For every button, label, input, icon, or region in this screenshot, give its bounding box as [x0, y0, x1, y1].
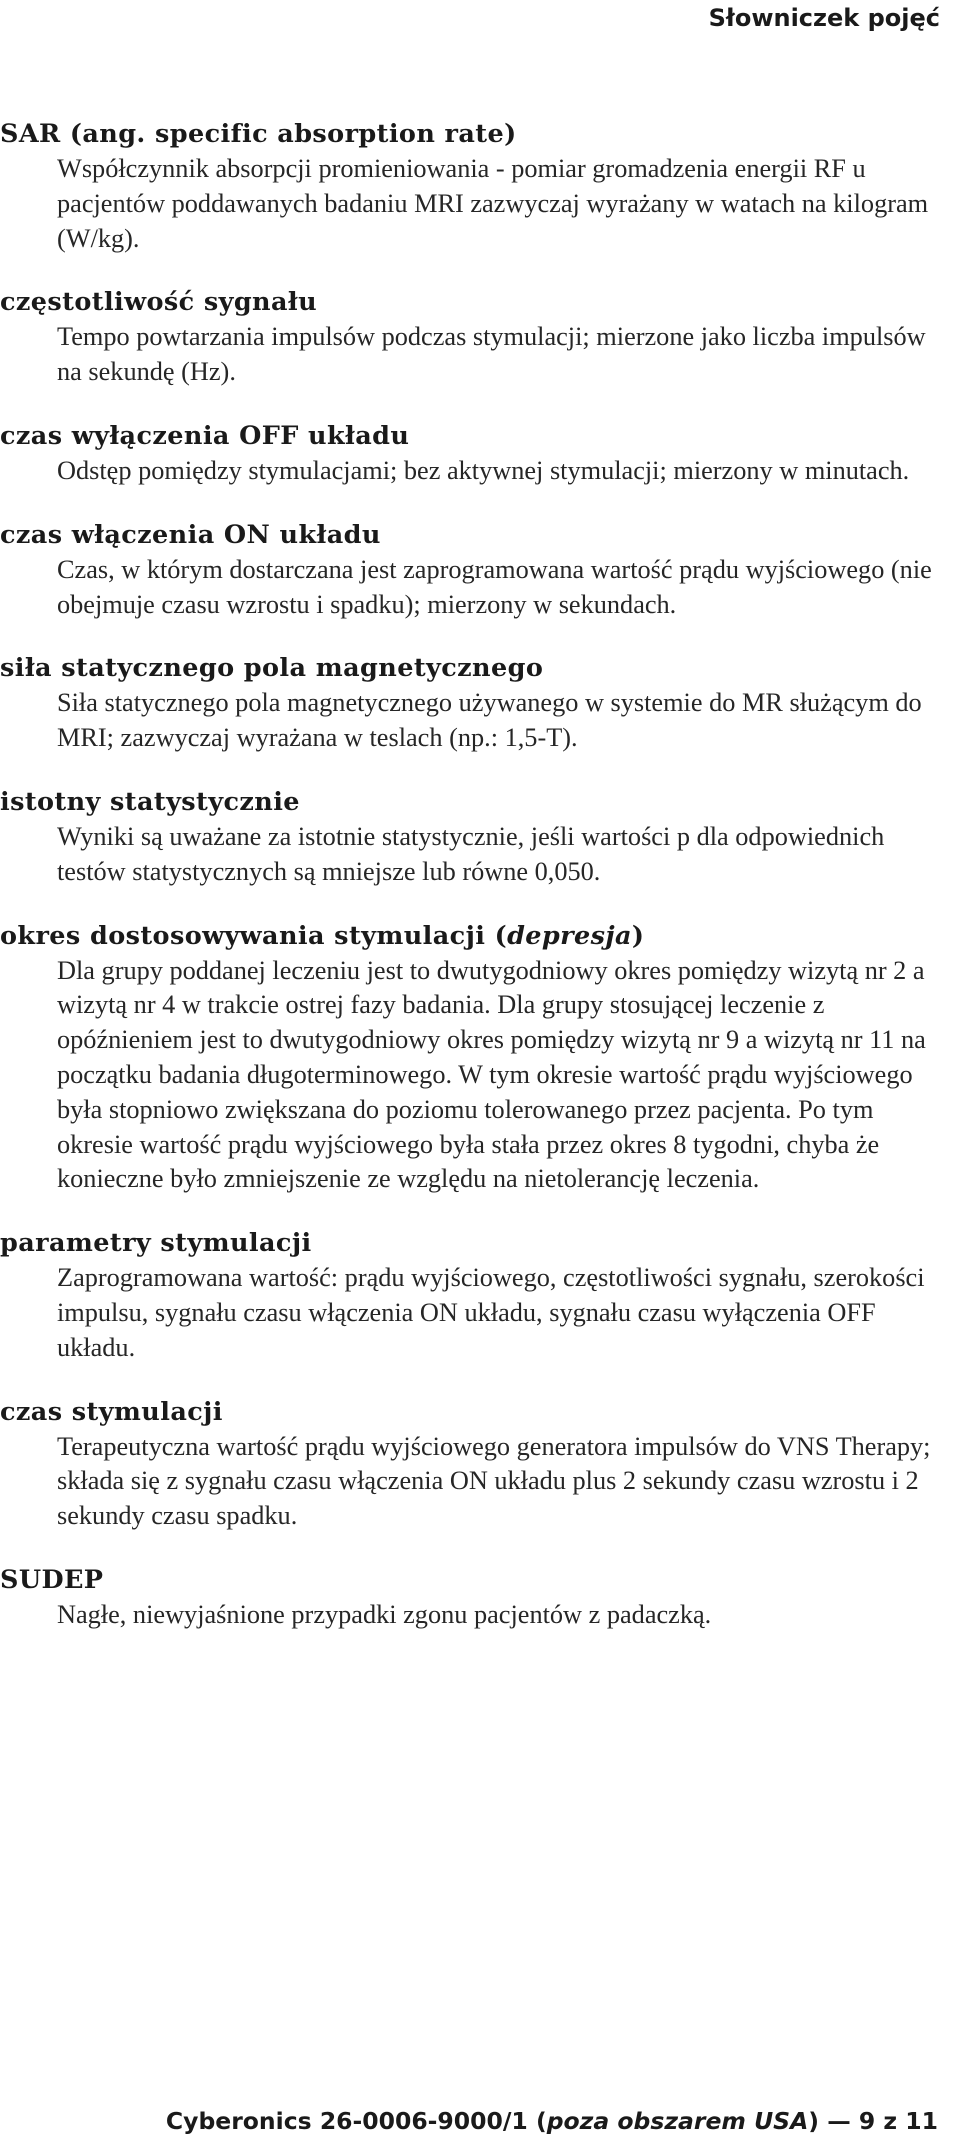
- glossary-term: siła statycznego pola magnetycznego: [0, 653, 544, 684]
- glossary-definition: Czas, w którym dostarczana jest zaprogramowana wartość prądu wyjściowego (nie obejmuje czasu wzrostu i spadku); mierzony w sekundach.: [57, 554, 932, 619]
- glossary-term: czas włączenia ON układu: [0, 519, 381, 550]
- glossary-term: parametry stymulacji: [0, 1228, 312, 1259]
- glossary-definition: Współczynnik absorpcji promieniowania - pomiar gromadzenia energii RF u pacjentów poddawanych badaniu MRI zazwyczaj wyrażany w watach na kilogram (W/kg).: [57, 154, 929, 253]
- page-number: 9 z 11: [858, 2107, 938, 2135]
- glossary-term-suffix: ): [631, 920, 645, 951]
- glossary-definition: Dla grupy poddanej leczeniu jest to dwutygodniowy okres pomiędzy wizytą nr 2 a wizytą nr 4 w trakcie ostrej fazy badania. Dla grupy stosującej leczenie z opóźnieniem jest to dwutygodniowy okres pomiędzy wizytą nr 9 a wizytą nr 11 na początku badania długoterminowego. W tym okresie wartość prądu wyjściowego była stopniowo zwiększana do poziomu tolerowanego przez pacjenta. Po tym okresie wartość prądu wyjściowego była stała przez okres 8 tygodni, chyba że konieczne było zmniejszenie ze względu na nietolerancję leczenia.: [57, 955, 926, 1194]
- glossary-term: SUDEP: [0, 1564, 104, 1595]
- glossary-definition: Tempo powtarzania impulsów podczas stymulacji; mierzone jako liczba impulsów na sekundę (Hz).: [57, 322, 926, 387]
- glossary-term: czas wyłączenia OFF układu: [0, 420, 410, 451]
- glossary-entry: [0, 919, 955, 1198]
- glossary-term: istotny statystycznie: [0, 786, 300, 817]
- glossary-definition: Wyniki są uważane za istotnie statystycznie, jeśli wartości p dla odpowiednich testów statystycznych są mniejsze lub równe 0,050.: [57, 821, 885, 886]
- glossary-list: [0, 117, 955, 1662]
- glossary-term: SAR (ang. specific absorption rate): [0, 119, 517, 149]
- glossary-term: częstotliwość sygnału: [0, 287, 318, 318]
- glossary-entry: [0, 285, 955, 390]
- glossary-definition: Nagłe, niewyjaśnione przypadki zgonu pacjentów z padaczką.: [57, 1599, 712, 1629]
- glossary-term: czas stymulacji: [0, 1396, 223, 1427]
- glossary-definition: Zaprogramowana wartość: prądu wyjściowego, częstotliwości sygnału, szerokości impulsu, sygnału czasu włączenia ON układu, sygnału czasu wyłączenia OFF układu.: [57, 1263, 925, 1362]
- footer-separator: ) —: [808, 2107, 859, 2135]
- glossary-definition: Siła statycznego pola magnetycznego używanego w systemie do MR służącym do MRI; zazwyczaj wyrażana w teslach (np.: 1,5-T).: [57, 688, 922, 753]
- footer-note: poza obszarem USA: [546, 2107, 809, 2135]
- glossary-entry: [0, 1226, 955, 1365]
- glossary-term-prefix: okres dostosowywania stymulacji (: [0, 920, 508, 951]
- glossary-entry: [0, 518, 955, 623]
- glossary-entry: [0, 419, 955, 489]
- glossary-term-italic: depresja: [507, 920, 632, 951]
- footer-doc-id: Cyberonics 26-0006-9000/1 (: [165, 2107, 547, 2135]
- glossary-entry: [0, 651, 955, 756]
- page-header-title: Słowniczek pojęć: [708, 4, 940, 32]
- glossary-entry: [0, 1395, 955, 1534]
- glossary-entry: [0, 785, 955, 890]
- glossary-definition: Odstęp pomiędzy stymulacjami; bez aktywnej stymulacji; mierzony w minutach.: [57, 455, 910, 485]
- glossary-definition: Terapeutyczna wartość prądu wyjściowego generatora impulsów do VNS Therapy; składa się z sygnału czasu włączenia ON układu plus 2 sekundy czasu wzrostu i 2 sekundy czasu spadku.: [57, 1431, 931, 1531]
- page-footer: [166, 2107, 938, 2135]
- glossary-term: [0, 919, 955, 954]
- glossary-entry: [0, 117, 955, 256]
- glossary-entry: [0, 1563, 955, 1633]
